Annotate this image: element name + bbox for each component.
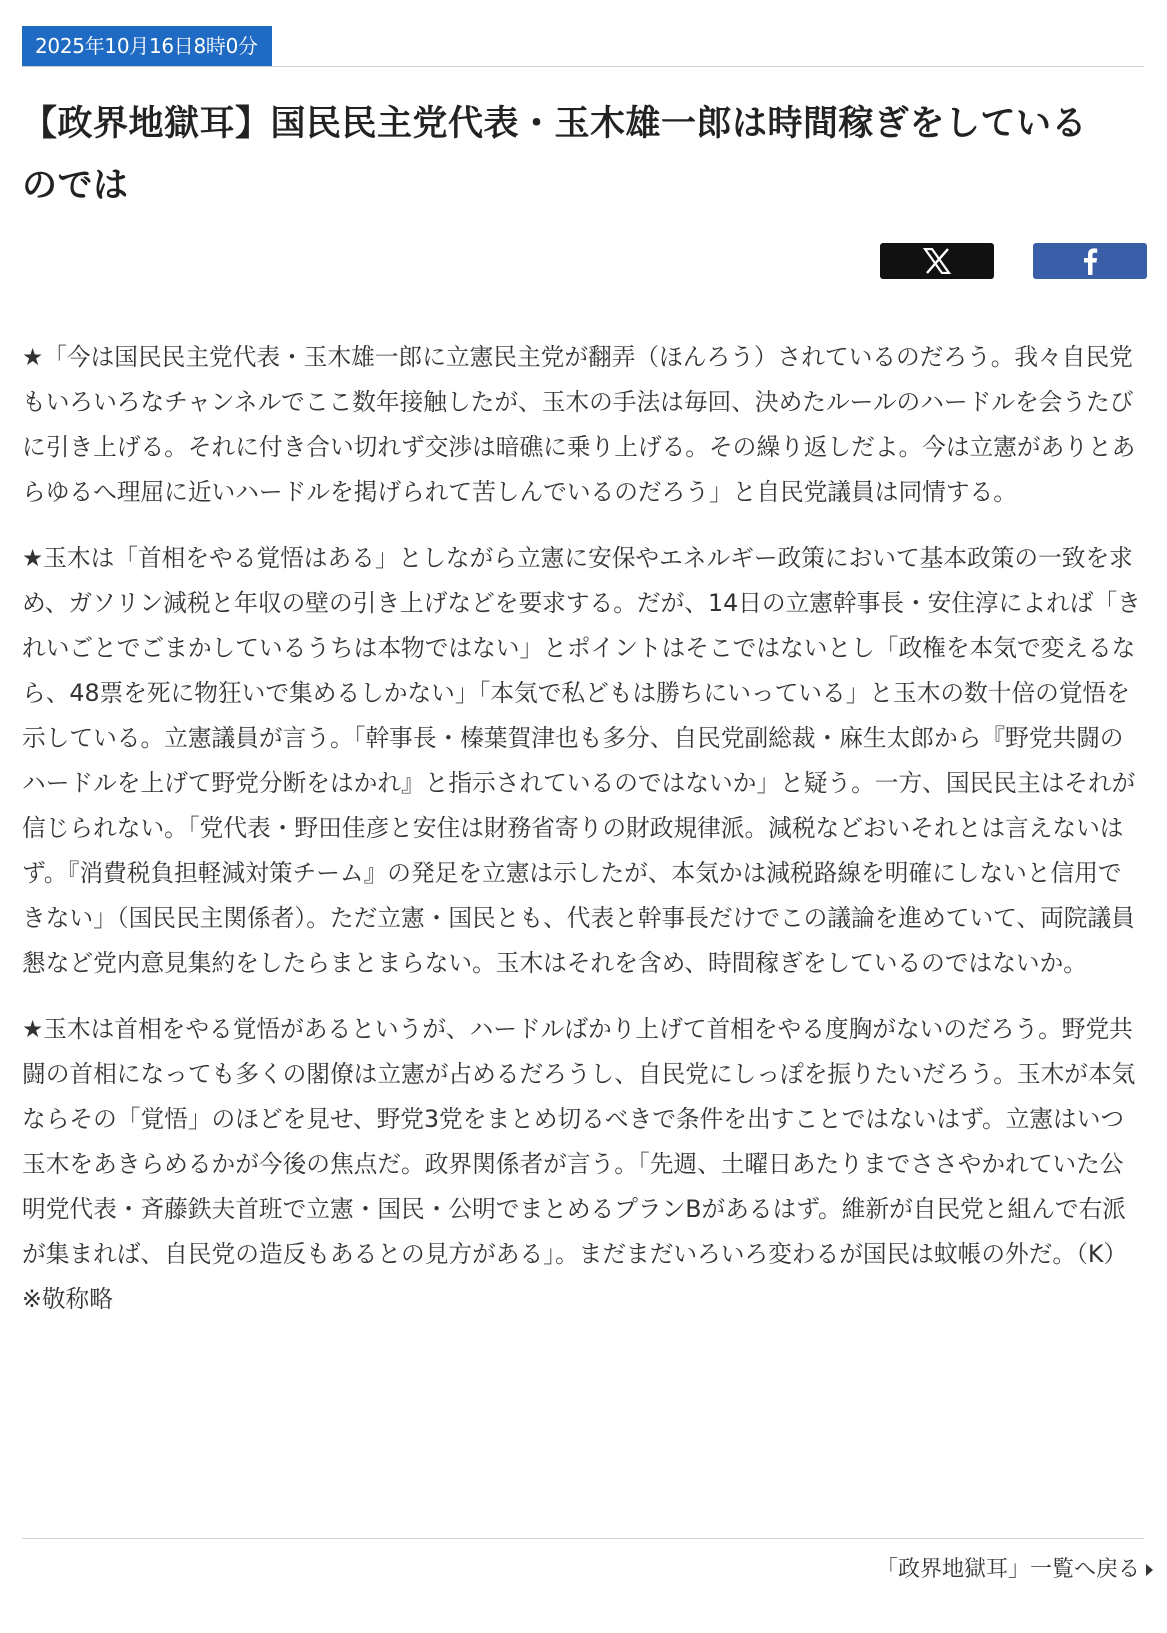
share-facebook-button[interactable] bbox=[1033, 243, 1147, 279]
share-buttons bbox=[22, 243, 1144, 283]
article-paragraph: ★玉木は首相をやる覚悟があるというが、ハードルばかり上げて首相をやる度胸がないのだろう。野党共闘の首相になっても多くの閣僚は立憲が占めるだろうし、自民党にしっぽを振りたいだろう。玉木が本気ならその「覚悟」のほどを見せ、野党3党をまとめ切るべきで条件を出すことではないはず。立憲はいつ玉木をあきらめるかが今後の焦点だ。政界関係者が言う。「先週、土曜日あたりまでささやかれていた公明党代表・斉藤鉄夫首班で立憲・国民・公明でまとめるプランBがあるはず。維新が自民党と組んで右派が集まれば、自民党の造反もあるとの見方がある」。まだまだいろいろ変わるが国民は蚊帳の外だ。（K）※敬称略 bbox=[22, 1015, 1136, 1313]
article-body bbox=[22, 335, 1144, 1322]
back-to-list-label: 「政界地獄耳」一覧へ戻る bbox=[875, 1557, 1140, 1582]
publish-date-badge: 2025年10月16日8時0分 bbox=[22, 26, 272, 66]
share-x-button[interactable] bbox=[880, 243, 994, 279]
facebook-logo-icon bbox=[1082, 247, 1098, 275]
article-paragraph: ★「今は国民民主党代表・玉木雄一郎に立憲民主党が翻弄（ほんろう）されているのだろう。我々自民党もいろいろなチャンネルでここ数年接触したが、玉木の手法は毎回、決めたルールのハードルを会うたびに引き上げる。それに付き合い切れず交渉は暗礁に乗り上げる。その繰り返しだよ。今は立憲がありとあらゆるへ理屈に近いハードルを掲げられて苦しんでいるのだろう」と自民党議員は同情する。 bbox=[22, 343, 1136, 506]
article-paragraph: ★玉木は「首相をやる覚悟はある」としながら立憲に安保やエネルギー政策において基本政策の一致を求め、ガソリン減税と年収の壁の引き上げなどを要求する。だが、14日の立憲幹事長・安住淳によれば「きれいごとでごまかしているうちは本物ではない」とポイントはそこではないとし「政権を本気で変えるなら、48票を死に物狂いで集めるしかない」「本気で私どもは勝ちにいっている」と玉木の数十倍の覚悟を示している。立憲議員が言う。「幹事長・榛葉賀津也も多分、自民党副総裁・麻生太郎から『野党共闘のハードルを上げて野党分断をはかれ』と指示されているのではないか」と疑う。一方、国民民主はそれが信じられない。「党代表・野田佳彦と安住は財務省寄りの財政規律派。減税などおいそれとは言えないはず。『消費税負担軽減対策チーム』の発足を立憲は示したが、本気かは減税路線を明確にしないと信用できない」（国民民主関係者）。ただ立憲・国民とも、代表と幹事長だけでこの議論を進めていて、両院議員懇など党内意見集約をしたらまとまらない。玉木はそれを含め、時間稼ぎをしているのではないか。 bbox=[22, 544, 1141, 977]
footer-divider bbox=[22, 1538, 1144, 1539]
article-title: 【政界地獄耳】国民民主党代表・玉木雄一郎は時間稼ぎをしているのでは bbox=[22, 104, 1088, 206]
back-to-list-link[interactable] bbox=[876, 1550, 1153, 1590]
article-container bbox=[22, 26, 1144, 1343]
caret-right-icon bbox=[1146, 1564, 1153, 1576]
x-logo-icon bbox=[923, 248, 951, 274]
date-header bbox=[22, 26, 1144, 67]
